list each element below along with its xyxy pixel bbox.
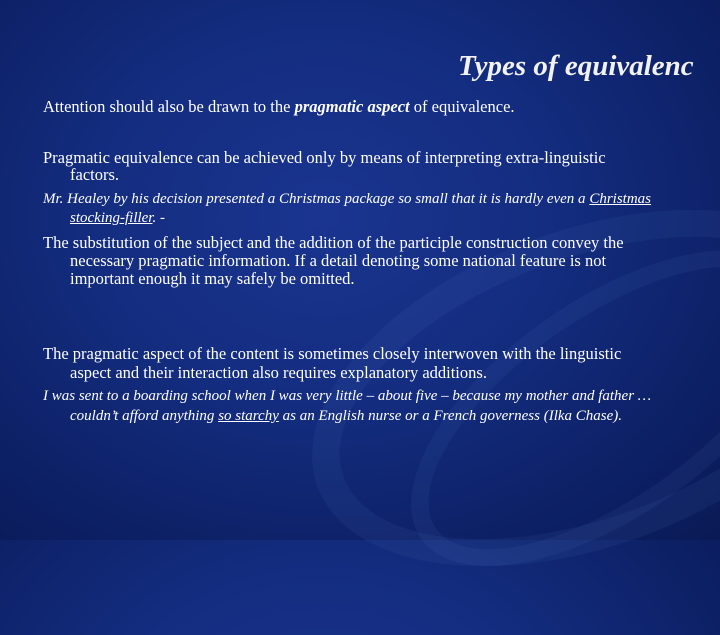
text: as an English nurse or a French governess (Ilka Chase).: [278, 408, 623, 424]
text: Mr. Healey by his decision presented a Christmas package so small that it is hardly even a: [43, 191, 590, 207]
text: . -: [152, 210, 165, 226]
text: of equivalence.: [409, 97, 515, 116]
slide-title: Types of equivalenc: [458, 50, 694, 82]
paragraph-interwoven: The pragmatic aspect of the content is sometimes closely interwoven with the linguistic aspect and their interaction also requires explanatory additions.: [43, 344, 622, 382]
text: Attention should also be drawn to the: [43, 97, 295, 116]
underlined-text: Christmas stocking-filler: [70, 191, 651, 226]
underlined-text: so starchy: [218, 408, 279, 424]
example-healey: [43, 190, 653, 228]
paragraph-substitution: The substitution of the subject and the addition of the participle construction convey the necessary pragmatic information. If a detail denoting some national feature is not important enough it may safely be omitted.: [43, 233, 624, 288]
paragraph-pragmatic-aspect: [43, 98, 653, 115]
text: I was sent to a boarding school when I was very little – about five – because my mother and father … couldn’t afford anything: [43, 388, 652, 424]
emphasis-text: pragmatic aspect: [294, 97, 410, 116]
paragraph-pragmatic-equivalence: Pragmatic equivalence can be achieved only by means of interpreting extra-linguistic factors.: [43, 148, 606, 184]
example-ilka-chase: [43, 386, 653, 426]
